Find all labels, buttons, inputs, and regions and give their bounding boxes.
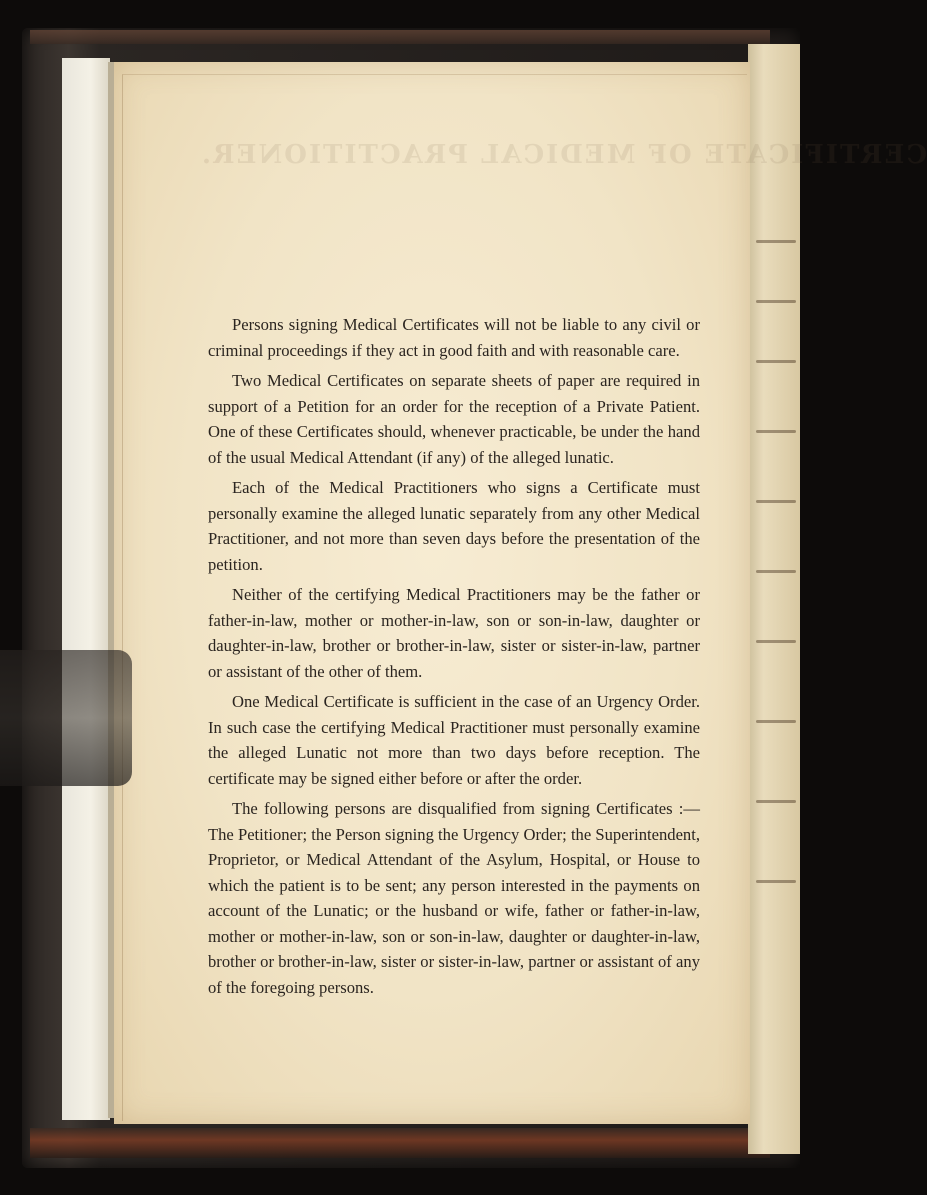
paragraph-examination: Each of the Medical Practitioners who signs a Certificate must personally examine the alleged lunatic separately from any other Medical Practitioner, and not more than seven days before the presentation of the petition. [208,478,700,574]
fore-edge-writing [756,300,796,303]
fore-edge-writing [756,720,796,723]
binding-bottom-edge [30,1128,770,1158]
show-through-heading: CERTIFICATE OF MEDICAL PRACTITIONER. [200,140,927,170]
fore-edge-pages [748,44,800,1154]
paragraph-urgency-order: One Medical Certificate is sufficient in the case of an Urgency Order. In such case the certifying Medical Practitioner must personally examine the alleged Lunatic not more than two days before reception. The certificate may be signed either before or after the order. [208,692,700,788]
fore-edge-writing [756,500,796,503]
fore-edge-writing [756,640,796,643]
fore-edge-writing [756,880,796,883]
fore-edge-writing [756,800,796,803]
fore-edge-writing [756,430,796,433]
binding-paper-strip [62,58,110,1120]
binding-top-edge [30,30,770,44]
page-clip-shadow [0,650,132,786]
fore-edge-writing [756,240,796,243]
paragraph-two-certificates: Two Medical Certificates on separate sheets of paper are required in support of a Petition for an order for the reception of a Private Patient. One of these Certificates should, whenever practicable, be under the hand of the usual Medical Attendant (if any) of the alleged lunatic. [208,371,700,467]
certificate-instructions [208,312,700,1005]
paragraph-disqualified: The following persons are disqualified from signing Certificates :—The Petitioner; the Person signing the Urgency Order; the Superintendent, Proprietor, or Medical Attendant of the Asylum, Hospital, or House to which the patient is to be sent; any person interested in the payments on account of the Lunatic; or the husband or wife, father or father-in-law, mother or mother-in-law, son or son-in-law, daughter or daughter-in-law, brother or brother-in-law, sister or sister-in-law, partner or assistant of any of the foregoing persons. [208,799,700,997]
paragraph-relations: Neither of the certifying Medical Practitioners may be the father or father-in-law, mother or mother-in-law, son or son-in-law, daughter or daughter-in-law, brother or brother-in-law, sister or sister-in-law, partner or assistant of the other of them. [208,585,700,681]
fore-edge-writing [756,570,796,573]
fore-edge-writing [756,360,796,363]
paragraph-liability: Persons signing Medical Certificates will not be liable to any civil or criminal proceedings if they act in good faith and with reasonable care. [208,315,700,360]
